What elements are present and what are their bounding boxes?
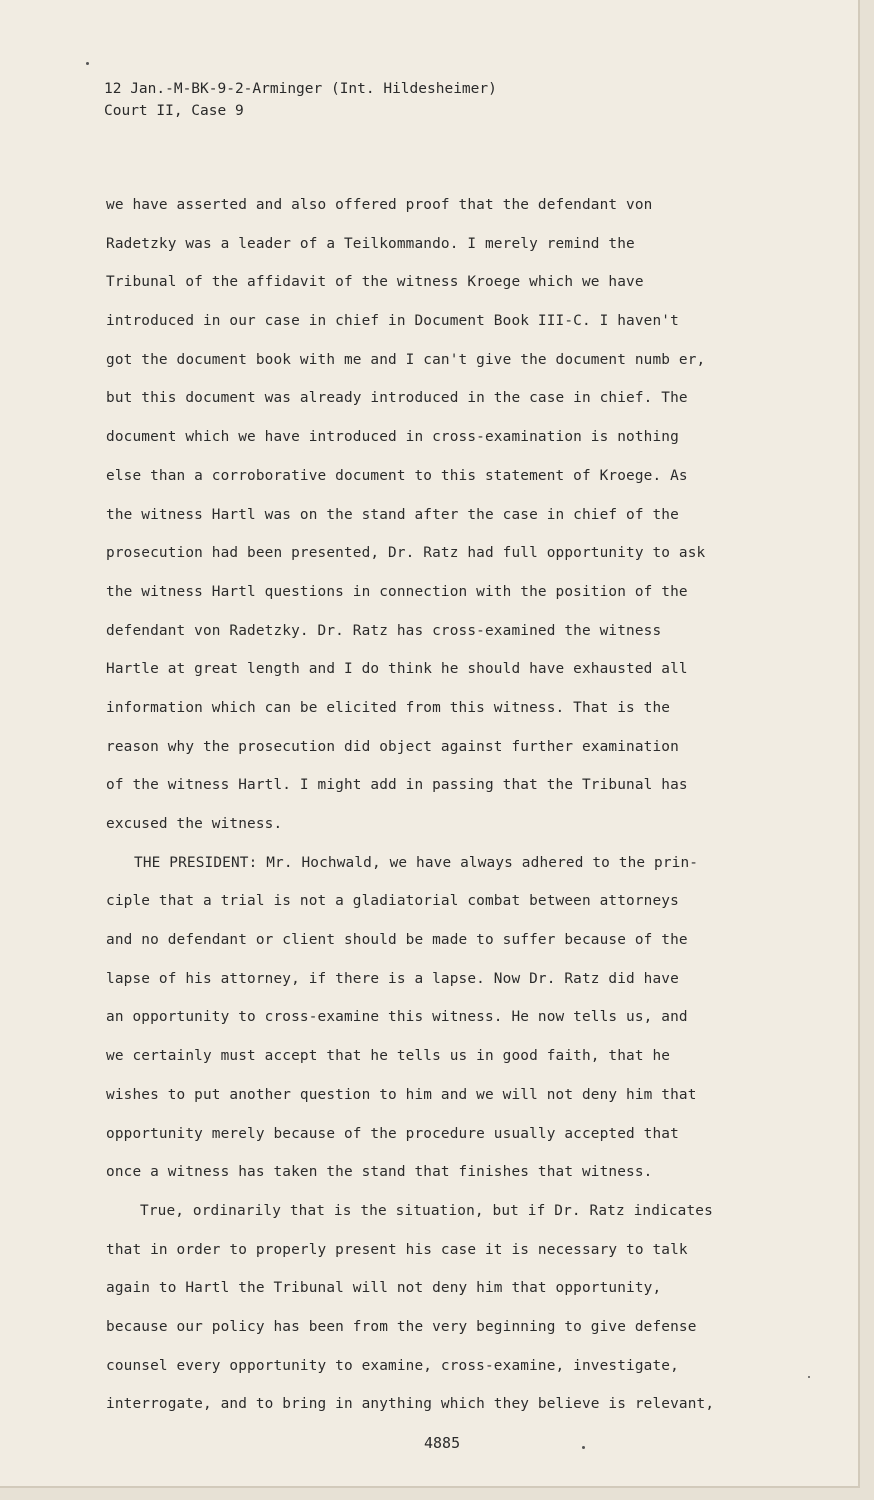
transcript-line: wishes to put another question to him and we will not deny him that	[106, 1086, 697, 1103]
transcript-line: once a witness has taken the stand that finishes that witness.	[106, 1164, 653, 1181]
transcript-line: opportunity merely because of the procedure usually accepted that	[106, 1125, 679, 1142]
transcript-line: defendant von Radetzky. Dr. Ratz has cross-examined the witness	[106, 622, 662, 639]
paragraph-start-line: True, ordinarily that is the situation, but if Dr. Ratz indicates	[140, 1202, 713, 1219]
document-header	[104, 78, 497, 122]
transcript-line: the witness Hartl was on the stand after the case in chief of the	[106, 506, 679, 523]
transcript-line: that in order to properly present his case it is necessary to talk	[106, 1241, 688, 1258]
transcript-line: the witness Hartl questions in connection with the position of the	[106, 583, 688, 600]
paper-speck	[582, 1446, 585, 1449]
transcript-line: because our policy has been from the very beginning to give defense	[106, 1318, 697, 1335]
transcript-line: reason why the prosecution did object against further examination	[106, 738, 679, 755]
transcript-line: document which we have introduced in cross-examination is nothing	[106, 429, 679, 446]
paper-speck	[808, 1376, 810, 1378]
transcript-line: got the document book with me and I can't give the document numb er,	[106, 351, 706, 368]
transcript-body	[106, 186, 786, 1424]
transcript-line: we certainly must accept that he tells us in good faith, that he	[106, 1048, 671, 1065]
transcript-line: an opportunity to cross-examine this witness. He now tells us, and	[106, 1009, 688, 1026]
transcript-line: we have asserted and also offered proof that the defendant von	[106, 197, 653, 213]
transcript-line: interrogate, and to bring in anything which they believe is relevant,	[106, 1396, 715, 1413]
transcript-line: of the witness Hartl. I might add in passing that the Tribunal has	[106, 777, 688, 794]
transcript-line: information which can be elicited from this witness. That is the	[106, 699, 671, 716]
transcript-line: introduced in our case in chief in Document Book III-C. I haven't	[106, 313, 679, 330]
transcript-line: excused the witness.	[106, 816, 283, 832]
transcript-line: but this document was already introduced in the case in chief. The	[106, 390, 688, 407]
transcript-line: Hartle at great length and I do think he should have exhausted all	[106, 661, 688, 678]
speaker-line: THE PRESIDENT: Mr. Hochwald, we have always adhered to the prin-	[134, 854, 699, 871]
transcript-line: and no defendant or client should be made to suffer because of the	[106, 932, 688, 949]
transcript-line: Radetzky was a leader of a Teilkommando. I merely remind the	[106, 235, 635, 252]
transcript-line: ciple that a trial is not a gladiatorial combat between attorneys	[106, 893, 679, 910]
paper-speck	[86, 62, 89, 65]
transcript-line: again to Hartl the Tribunal will not deny him that opportunity,	[106, 1280, 662, 1297]
transcript-line: else than a corroborative document to this statement of Kroege. As	[106, 467, 688, 484]
transcript-line: Tribunal of the affidavit of the witness Kroege which we have	[106, 274, 644, 291]
transcript-line: prosecution had been presented, Dr. Ratz had full opportunity to ask	[106, 545, 706, 562]
header-session-line: 12 Jan.-M-BK-9-2-Arminger (Int. Hildesheimer)	[104, 81, 497, 97]
transcript-line: lapse of his attorney, if there is a lapse. Now Dr. Ratz did have	[106, 970, 679, 987]
transcript-line: counsel every opportunity to examine, cross-examine, investigate,	[106, 1357, 679, 1374]
page-number: 4885	[424, 1434, 461, 1452]
header-court-line: Court II, Case 9	[104, 103, 244, 119]
